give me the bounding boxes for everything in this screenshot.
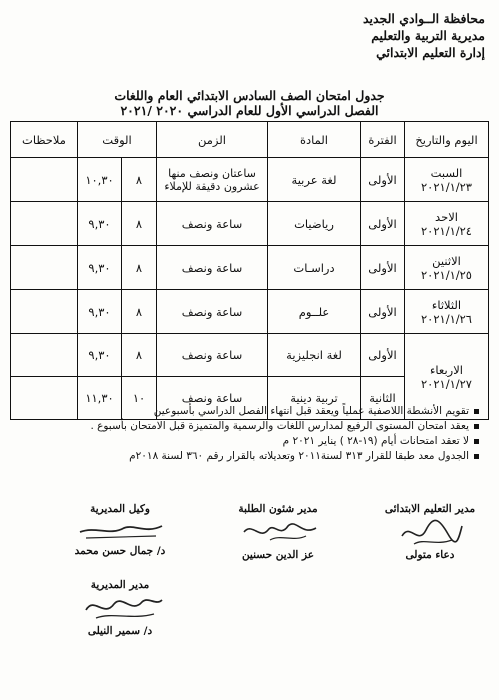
signature-directorate-director [60,578,180,638]
table-row [11,202,489,246]
start-time-cell: ٨ [122,202,157,246]
table-row [11,334,489,377]
end-time-cell: ١١,٣٠ [78,377,122,420]
note-item: تقويم الأنشطة اللاصفية عملياً ويعقد قبل انتهاء الفصل الدراسي بأسبوعين [11,404,481,419]
department-name: إدارة التعليم الابتدائي [376,45,485,60]
period-cell: الأولى [361,158,405,202]
header-day: اليوم والتاريخ [405,122,489,158]
exam-date: ٢٠٢١/١/٢٣ [421,179,472,194]
subject-cell: رياضيات [268,202,361,246]
start-time-cell: ٨ [122,158,157,202]
signature-deputy [60,502,180,562]
header-period: الفترة [361,122,405,158]
header-time: الوقت [78,122,157,158]
signature-student-affairs [218,502,338,562]
day-name: الثلاثاء [431,297,462,312]
period-cell: الثانية [361,377,405,420]
day-name: السبت [430,165,463,180]
day-cell [405,202,489,246]
day-cell [405,158,489,202]
header-duration: الزمن [157,122,268,158]
exam-date: ٢٠٢١/١/٢٦ [421,311,472,326]
subject-cell: لغة انجليزية [268,334,361,377]
start-time-cell: ٨ [122,334,157,377]
note-item: يعقد امتحان المستوى الرفيع لمدارس اللغات والرسمية والمتميزة قبل الامتحان بأسبوع . [11,419,481,434]
end-time-cell: ٩,٣٠ [78,334,122,377]
subject-cell: دراسـات [268,246,361,290]
table-row [11,290,489,334]
note-item: الجدول معد طبقا للقرار ٣١٣ لسنة٢٠١١ وتعديلاته بالقرار رقم ٣٦٠ لسنة ٢٠١٨م [11,449,481,464]
notes-cell [11,334,78,377]
document-subtitle: الفصل الدراسي الأول للعام الدراسي ٢٠٢٠ /٢٠٢١ [120,103,379,118]
duration-cell: ساعتان ونصف منها عشرون دقيقة للإملاء [157,158,268,202]
table-header-row [11,122,489,158]
duration-cell: ساعة ونصف [157,202,268,246]
start-time-cell: ٨ [122,290,157,334]
period-cell: الأولى [361,202,405,246]
signature-title: مدير التعليم الابتدائى [384,503,476,515]
period-cell: الأولى [361,290,405,334]
signature-title: وكيل المديرية [90,503,150,515]
start-time-cell: ٨ [122,246,157,290]
document-title: جدول امتحان الصف السادس الابتدائي العام واللغات [114,88,385,103]
duration-cell: ساعة ونصف [157,377,268,420]
letterhead [363,10,485,61]
notes-cell [11,290,78,334]
notes-cell [11,158,78,202]
duration-cell: ساعة ونصف [157,290,268,334]
end-time-cell: ٩,٣٠ [78,202,122,246]
handwritten-signature [396,516,466,550]
notes-cell [11,202,78,246]
signatory-name: د/ جمال حسن محمد [74,545,166,557]
day-name: الاحد [435,209,458,224]
signature-title: مدير شئون الطلبة [238,503,318,515]
notes-list [11,404,481,464]
exam-schedule-table [10,121,489,420]
period-cell: الأولى [361,334,405,377]
period-cell: الأولى [361,246,405,290]
day-cell [405,290,489,334]
subject-cell: تربية دينية [268,377,361,420]
duration-cell: ساعة ونصف [157,246,268,290]
directorate-name: مديرية التربية والتعليم [371,28,485,43]
day-cell [405,246,489,290]
governorate-name: محافظة الــوادي الجديد [362,11,485,26]
header-subject: المادة [268,122,361,158]
header-notes: ملاحظات [11,122,78,158]
end-time-cell: ١٠,٣٠ [78,158,122,202]
subject-cell: لغة عربية [268,158,361,202]
handwritten-signature [240,514,320,548]
exam-date: ٢٠٢١/١/٢٥ [421,267,472,282]
signatory-name: عز الدين حسنين [241,549,315,561]
duration-cell: ساعة ونصف [157,334,268,377]
subject-cell: علــوم [268,290,361,334]
note-item: لا تعقد امتحانات أيام (١٩-٢٨ ) يناير ٢٠٢١ م [11,434,481,449]
signatory-name: دعاء متولى [405,549,455,561]
handwritten-signature [76,590,166,624]
table-row [11,246,489,290]
day-name: الاثنين [432,253,461,268]
handwritten-signature [76,516,166,546]
signatory-name: د/ سمير النيلى [87,625,153,637]
exam-date: ٢٠٢١/١/٢٤ [421,223,472,238]
start-time-cell: ١٠ [122,377,157,420]
end-time-cell: ٩,٣٠ [78,290,122,334]
signature-title: مدير المديرية [90,579,150,591]
end-time-cell: ٩,٣٠ [78,246,122,290]
day-name: الاربعاء [430,362,463,377]
table-row [11,158,489,202]
notes-cell [11,246,78,290]
exam-date: ٢٠٢١/١/٢٧ [421,376,472,391]
signature-primary-director [372,502,488,562]
